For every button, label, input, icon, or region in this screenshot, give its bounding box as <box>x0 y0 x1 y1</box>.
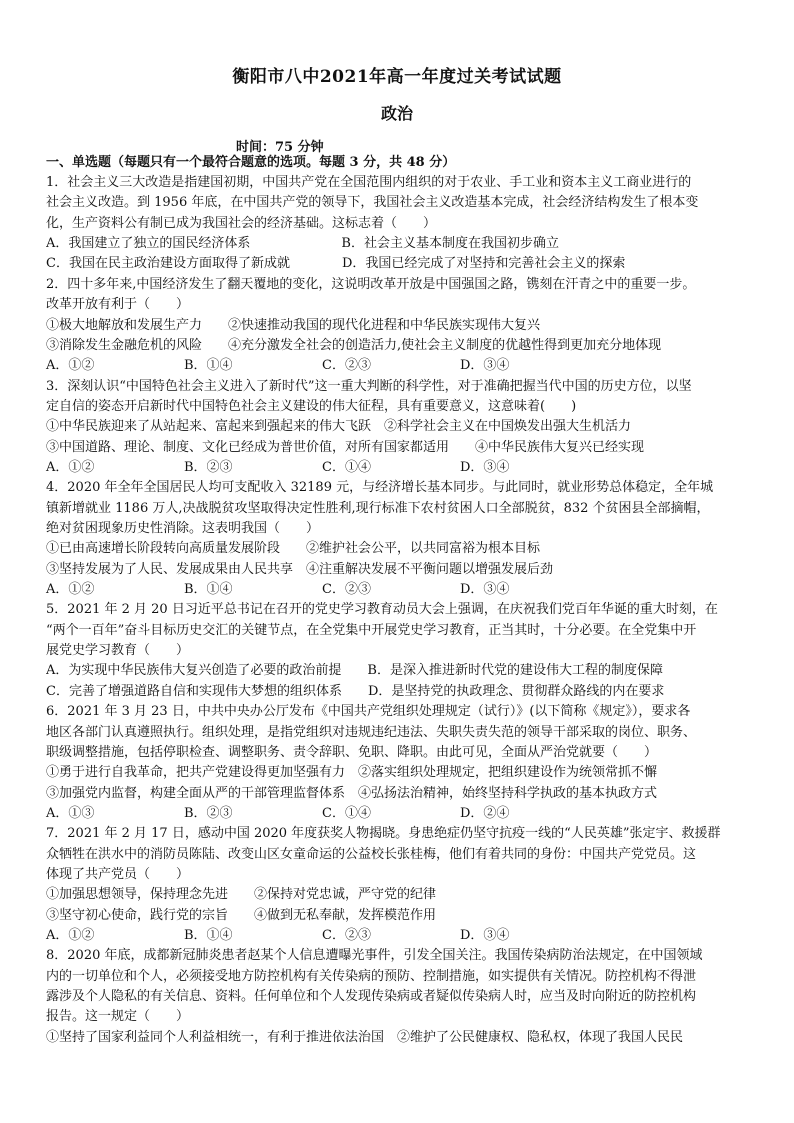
text-line: ①坚持了国家利益同个人利益相统一，有利于推进依法治国 ②维护了公民健康权、隐私权，体现了我国人民民 <box>46 1029 684 1045</box>
option-choice: C．②③ <box>322 582 371 597</box>
text-line: C．完善了增强道路自信和实现伟大梦想的组织体系 D．是坚持党的执政理念、贯彻群众路线的内在要求 <box>46 683 665 699</box>
text-line: 改革开放有利于（ ） <box>46 297 190 313</box>
text-line: ③坚守初心使命，践行党的宗旨 ④做到无私奉献，发挥模范作用 <box>46 907 437 923</box>
text-line: ③加强党内监督，构建全面从严的干部管理监督体系 ④弘扬法治精神，始终坚持科学执政的基本执政方式 <box>46 785 658 801</box>
text-line: ①极大地解放和发展生产力 ②快速推动我国的现代化进程和中华民族实现伟大复兴 <box>46 317 541 333</box>
option-choice: C．①④ <box>322 459 371 475</box>
option-choice: D．②④ <box>460 805 510 821</box>
text-line: 众牺牲在洪水中的消防员陈陆、改变山区女童命运的公益校长张桂梅，他们有着共同的身份：中国共产党党员。这 <box>46 846 697 862</box>
text-line: 化，生产资料公有制已成为我国社会的经济基础。这标志着（ ） <box>46 215 437 231</box>
text-line: ③坚持发展为了人民、发展成果由人民共享 ④注重解决发展不平衡问题以增强发展后劲 <box>46 561 554 577</box>
text-line: ③消除发生金融危机的风险 ④充分激发全社会的创造活力,使社会主义制度的优越性得到更加充分地体现 <box>46 337 662 353</box>
option-choice: A．①② <box>46 582 95 597</box>
text-line: 3．深刻认识“中国特色社会主义进入了新时代”这一重大判断的科学性，对于准确把握当代中国的历史方位，以坚 <box>46 378 692 394</box>
section-heading: 一、单选题（每题只有一个最符合题意的选项。每题 3 分，共 48 分） <box>46 155 456 170</box>
text-line: 4．2020 年全年全国居民人均可支配收入 32189 元，与经济增长基本同步。与此同时，就业形势总体稳定，全年城 <box>46 480 714 496</box>
text-line: 职级调整措施，包括停职检查、调整职务、责令辞职、免职、降职。由此可见，全面从严治党就要（ ） <box>46 744 658 760</box>
text-line: ①中华民族迎来了从站起来、富起来到强起来的伟大飞跃 ②科学社会主义在中国焕发出强大生机活力 <box>46 419 632 435</box>
option-choice: B．②③ <box>184 459 233 475</box>
text-line: 内的一切单位和个人，必须接受地方防控机构有关传染病的预防、控制措施，如实提供有关情况。防控机构不得泄 <box>46 968 697 984</box>
text-line: 地区各部门认真遵照执行。组织处理，是指党组织对违规违纪违法、失职失责失范的领导干部采取的岗位、职务、 <box>46 724 697 740</box>
option-choice: B．①④ <box>184 358 233 374</box>
subject-title: 政治 <box>380 104 413 123</box>
text-line: 社会主义改造。到 1956 年底，在中国共产党的领导下，我国社会主义改造基本完成，社会经济结构发生了根本变 <box>46 195 699 211</box>
text-line: 2．四十多年来,中国经济发生了翻天覆地的变化，这说明改革开放是中国强国之路，镌刻在汗青之中的重要一步。 <box>46 276 696 292</box>
option-choice: B．②③ <box>184 805 233 821</box>
option-choice: D．③④ <box>460 928 510 943</box>
text-line: 1．社会主义三大改造是指建国初期，中国共产党在全国范围内组织的对于农业、手工业和资本主义工商业进行的 <box>46 175 692 190</box>
text-line: 定自信的姿态开启新时代中国特色社会主义建设的伟大征程，具有重要意义，这意味着( ) <box>46 398 577 414</box>
text-line: 绝对贫困现象历史性消除。这表明我国（ ） <box>46 521 320 536</box>
text-line: 体现了共产党员（ ） <box>46 866 190 882</box>
option-choice: A．①② <box>46 459 95 475</box>
option-choice: C．①④ <box>322 805 371 821</box>
option-choice: B．①④ <box>184 582 233 597</box>
text-line: ③中国道路、理论、制度、文化已经成为普世价值，对所有国家都适用 ④中华民族伟大复兴已经实现 <box>46 439 645 455</box>
text-line: A．为实现中华民族伟大复兴创造了必要的政治前提 B．是深入推进新时代党的建设伟大工程的制度保障 <box>46 663 663 679</box>
text-line: 7．2021 年 2 月 17 日，感动中国 2020 年度获奖人物揭晓。身患绝症仍坚守抗疫一线的“人民英雄”张定宇、救援群 <box>46 826 721 842</box>
exam-title: 衡阳市八中2021年高一年度过关考试试题 <box>232 67 562 87</box>
text-line: 镇新增就业 1186 万人,决战脱贫攻坚取得决定性胜利,现行标准下农村贫困人口全部脱贫，832 个贫困县全部摘帽， <box>46 500 710 516</box>
text-line: C．我国在民主政治建设方面取得了新成就 D．我国已经完成了对坚持和完善社会主义的探索 <box>46 256 626 272</box>
text-line: ①加强思想领导，保持理念先进 ②保持对党忠诚，严守党的纪律 <box>46 887 437 903</box>
option-choice: D．③④ <box>460 582 510 597</box>
option-choice: D．③④ <box>460 459 510 475</box>
text-line: ①已由高速增长阶段转向高质量发展阶段 ②维护社会公平，以共同富裕为根本目标 <box>46 541 541 557</box>
option-choice: A．①② <box>46 358 95 374</box>
text-line: 8．2020 年底，成都新冠肺炎患者赵某个人信息遭曝光事件，引发全国关注。我国传染病防治法规定，在中国领域 <box>46 948 703 964</box>
option-choice: C．②③ <box>322 928 371 943</box>
text-line: “两个一百年”奋斗目标历史交汇的关键节点，在全党集中开展党史学习教育，正当其时，十分必要。在全党集中开 <box>46 622 697 638</box>
text-line: ①勇于进行自我革命，把共产党建设得更加坚强有力 ②落实组织处理规定，把组织建设作为统领常抓不懈 <box>46 765 658 781</box>
option-choice: C．②③ <box>322 358 371 374</box>
option-choice: A．①② <box>46 928 95 943</box>
text-line: 露涉及个人隐私的有关信息、资料。任何单位和个人发现传染病或者疑似传染病人时，应当及时向附近的防控机构 <box>46 989 697 1004</box>
text-line: 报告。这一规定（ ） <box>46 1009 190 1025</box>
text-line: A．我国建立了独立的国民经济体系 B．社会主义基本制度在我国初步确立 <box>46 236 559 252</box>
text-line: 5．2021 年 2 月 20 日习近平总书记在召开的党史学习教育动员大会上强调，在庆祝我们党百年华诞的重大时刻，在 <box>46 602 718 618</box>
option-choice: A．①③ <box>46 805 95 821</box>
option-choice: B．①④ <box>184 928 233 943</box>
option-choice: D．③④ <box>460 358 510 374</box>
text-line: 6．2021 年 3 月 23 日，中共中央办公厅发布《中国共产党组织处理规定（试行）》(以下简称《规定》），要求各 <box>46 704 691 720</box>
exam-time: 时间：75 分钟 <box>236 140 324 155</box>
text-line: 展党史学习教育（ ） <box>46 643 190 658</box>
